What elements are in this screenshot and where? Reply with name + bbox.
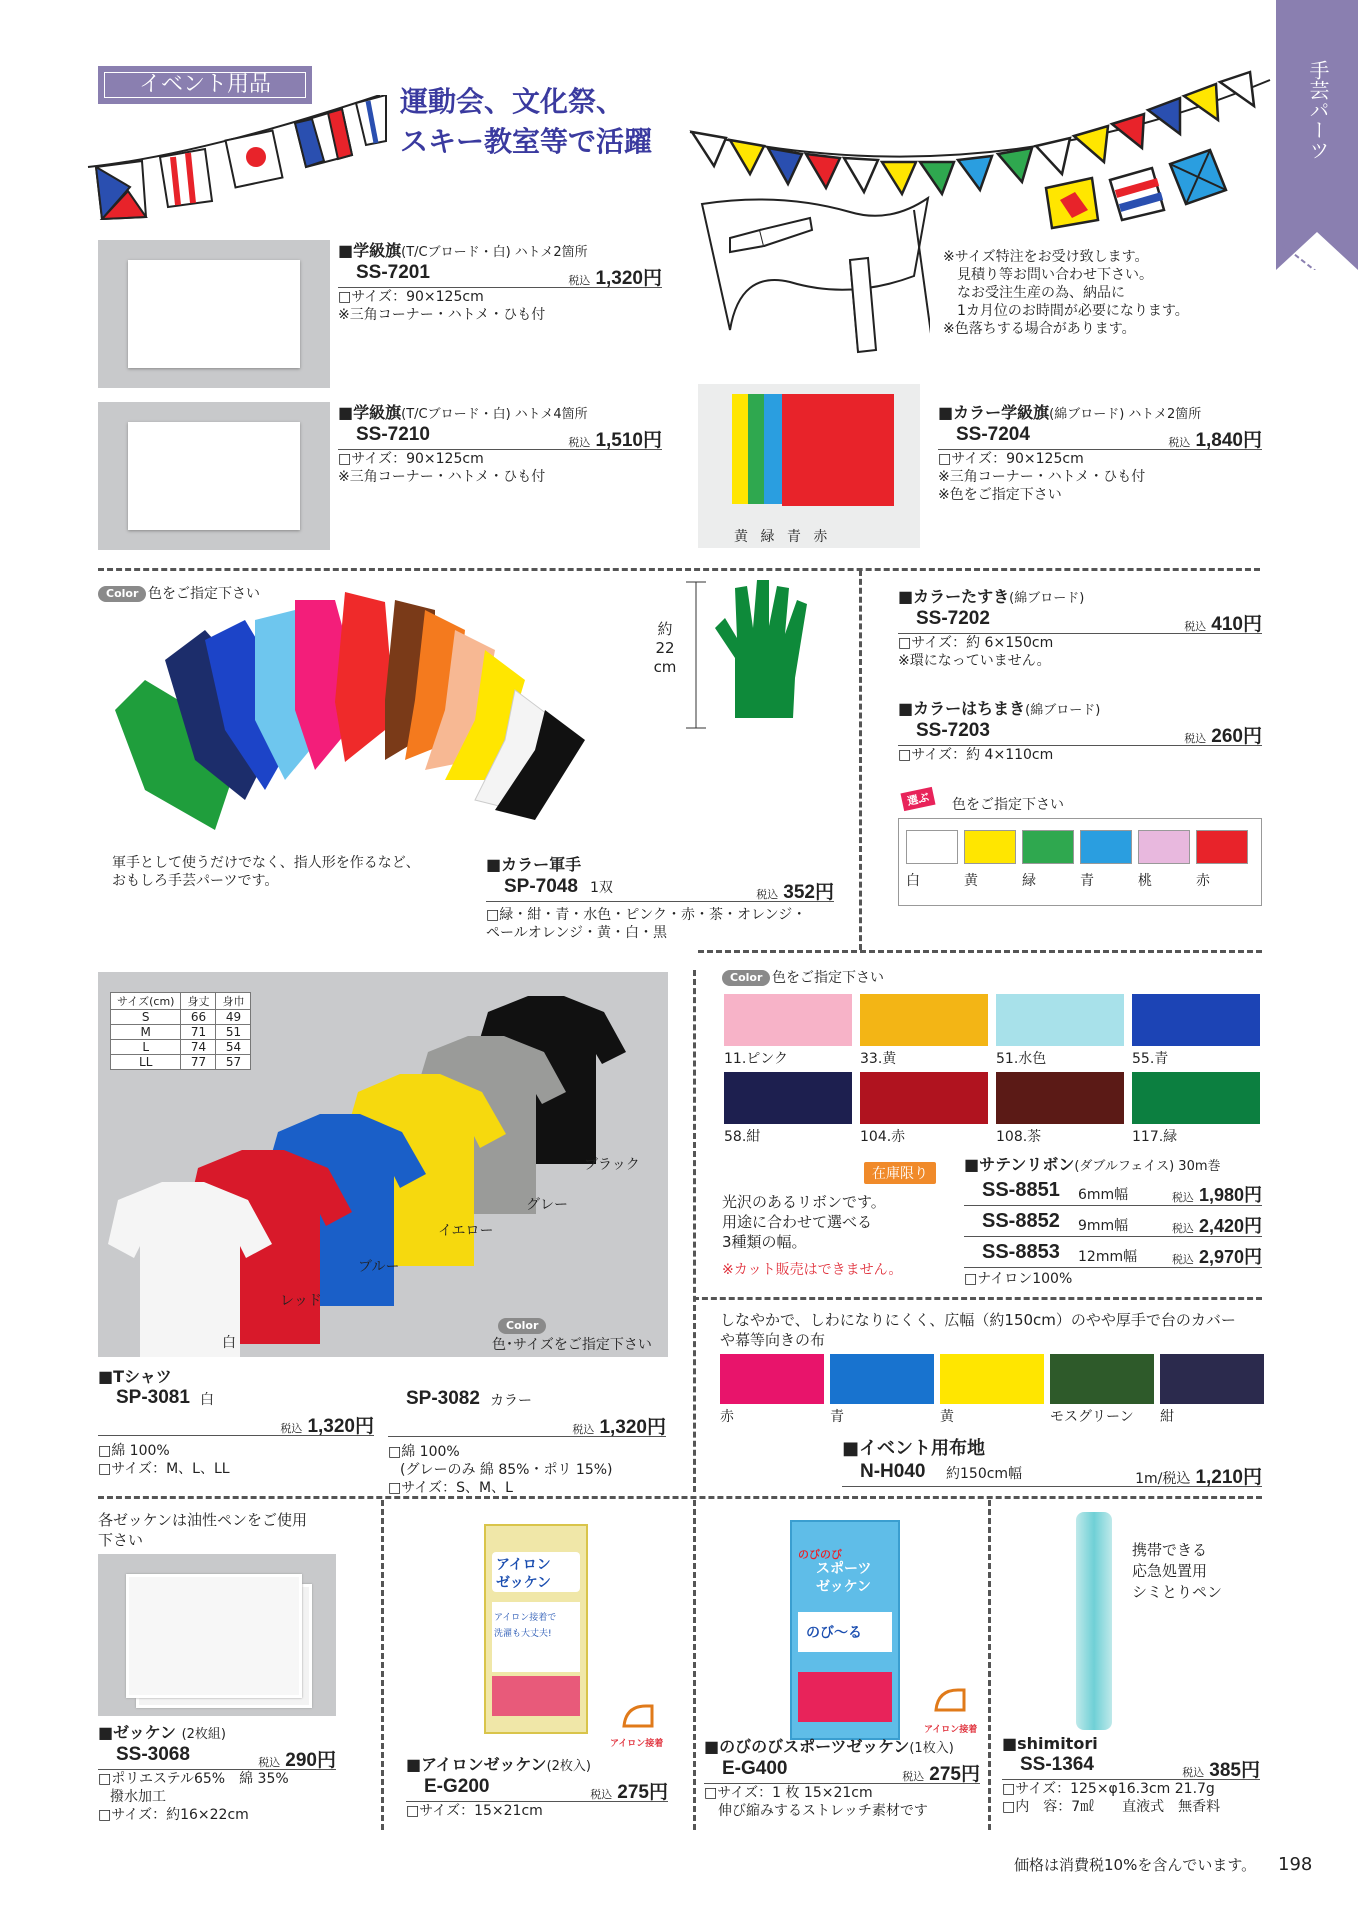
product-unit: 1双 xyxy=(590,880,613,896)
tax-label: 税込 xyxy=(1171,1253,1194,1266)
description-line: 3種類の幅。 xyxy=(722,1233,807,1251)
ribbon-swatch-label: 117.緑 xyxy=(1132,1129,1178,1145)
band-color-label: 赤 xyxy=(1196,873,1210,889)
product-title: ■アイロンゼッケン xyxy=(406,1755,547,1774)
product-size: □サイズ：約 6×150cm xyxy=(898,635,1054,651)
band-color-label: 黄 xyxy=(964,873,978,889)
tax-label: 税込 xyxy=(572,1423,595,1436)
ribbon-swatch xyxy=(724,994,852,1046)
product-price: 1,210円 xyxy=(1195,1467,1262,1488)
color-instruction: 色をご指定下さい xyxy=(772,970,884,986)
ribbon-item-row xyxy=(964,1237,1262,1268)
ribbon-swatch xyxy=(860,1072,988,1124)
product-note: ※環になっていません。 xyxy=(898,653,1051,669)
product-width: 約150cm幅 xyxy=(946,1466,1023,1482)
dimension-text: 22 xyxy=(655,639,675,657)
color-instruction: 色･サイズをご指定下さい xyxy=(492,1337,652,1353)
product-size: □サイズ：90×125cm xyxy=(338,289,484,305)
product-price: 275円 xyxy=(617,1782,668,1803)
flag-note-line: なお受注生産の為、納品に xyxy=(957,285,1125,301)
zekken-intro xyxy=(98,1510,307,1550)
flag-garland-left xyxy=(80,95,390,220)
headline-2: スキー教室等で活躍 xyxy=(400,125,653,158)
zekken-photo xyxy=(98,1554,336,1716)
product-nh040 xyxy=(842,1434,1262,1487)
product-note: ※三角コーナー・ハトメ・ひも付 xyxy=(338,307,546,323)
product-subtitle: (T/Cブロード・白) ハトメ4箇所 xyxy=(401,407,588,422)
size-table-cell: 54 xyxy=(216,1040,251,1055)
fabric-swatch-label: 黄 xyxy=(940,1409,954,1425)
ribbon-swatch-label: 11.ピンク xyxy=(724,1051,788,1067)
tax-label: 税込 xyxy=(1171,1191,1194,1204)
product-code: SS-3068 xyxy=(116,1744,190,1765)
product-ss7201 xyxy=(338,238,662,324)
product-price: 1,320円 xyxy=(595,268,662,289)
dimension-text: cm xyxy=(653,658,677,676)
product-size: □サイズ：15×21cm xyxy=(406,1803,543,1819)
product-material: □ナイロン100% xyxy=(964,1271,1073,1287)
product-size: □サイズ：約 4×110cm xyxy=(898,747,1054,763)
product-width: 6mm幅 xyxy=(1078,1187,1129,1203)
product-code: SP-3081 xyxy=(116,1387,190,1408)
intro-line: 各ゼッケンは油性ペンをご使用 xyxy=(98,1511,307,1529)
intro-line: 下さい xyxy=(98,1531,144,1549)
ribbon-swatch-label: 51.水色 xyxy=(996,1051,1047,1067)
tshirt-photo xyxy=(98,972,668,1357)
tax-label: 税込 xyxy=(1184,620,1207,633)
product-width: 12mm幅 xyxy=(1078,1249,1138,1265)
description-line: 応急処置用 xyxy=(1132,1562,1208,1580)
product-price: 352円 xyxy=(783,882,834,903)
color-flag-labels: 黄 緑 青 赤 xyxy=(734,529,832,545)
product-unit: 1m/税込 xyxy=(1135,1471,1191,1487)
fabric-swatch-label: 青 xyxy=(830,1409,844,1425)
section-divider xyxy=(693,1297,1262,1300)
stock-tag-text: 在庫限り xyxy=(872,1166,928,1182)
band-color-label: 白 xyxy=(906,873,920,889)
product-spec: □サイズ：約16×22cm xyxy=(98,1807,249,1823)
product-spec: □サイズ：S、M、L xyxy=(388,1480,513,1496)
dimension-text: 約 xyxy=(657,620,673,638)
tax-label: 税込 xyxy=(1182,1766,1205,1779)
fabric-swatch-label: 紺 xyxy=(1160,1409,1174,1425)
product-sp3082 xyxy=(388,1388,666,1497)
band-color-swatch xyxy=(1138,830,1190,864)
band-color-swatch xyxy=(1022,830,1074,864)
price-group xyxy=(1172,1181,1262,1207)
tshirt-label-grey: グレー xyxy=(526,1197,568,1213)
stain-pen-photo xyxy=(1076,1512,1112,1730)
color-tag: Color xyxy=(498,1318,546,1334)
side-tab-label: 手芸パーツ xyxy=(1306,60,1330,160)
glove-dimension xyxy=(650,620,680,677)
tax-label: 税込 xyxy=(568,436,591,449)
iron-icon xyxy=(930,1686,970,1716)
product-title: ■ゼッケン xyxy=(98,1723,176,1742)
band-color-swatch xyxy=(964,830,1016,864)
product-variant: 白 xyxy=(200,1392,214,1408)
product-code: E-G200 xyxy=(424,1776,490,1797)
color-tag: Color xyxy=(98,586,146,602)
band-color-swatch xyxy=(906,830,958,864)
fabric-swatch xyxy=(720,1354,824,1404)
size-table-cell: M xyxy=(111,1025,181,1040)
product-code: SS-7210 xyxy=(356,424,430,445)
ribbon-swatch-label: 58.紺 xyxy=(724,1129,761,1145)
product-satin-ribbon xyxy=(964,1152,1262,1288)
product-title: ■イベント用布地 xyxy=(842,1438,986,1459)
tax-label: 税込 xyxy=(1184,732,1207,745)
size-table-cell: 71 xyxy=(181,1025,216,1040)
fabric-description xyxy=(720,1310,1236,1350)
size-table-cell: 66 xyxy=(181,1010,216,1025)
band-color-instruction: 色をご指定下さい xyxy=(952,797,1064,813)
sports-zekken-package xyxy=(790,1520,900,1740)
size-table-cell: 77 xyxy=(181,1055,216,1070)
tshirt-label-black: ブラック xyxy=(584,1157,640,1173)
tshirt-label-yellow: イエロー xyxy=(438,1223,494,1239)
package-text: のびのび xyxy=(798,1548,842,1561)
product-price: 410円 xyxy=(1211,614,1262,635)
package-text: のび〜る xyxy=(806,1625,862,1641)
product-ss7203 xyxy=(898,696,1262,764)
size-table-cell: L xyxy=(111,1040,181,1055)
ribbon-item-row xyxy=(964,1175,1262,1206)
description-line: 軍手として使うだけでなく、指人形を作るなど、 xyxy=(112,855,420,871)
tax-label: 税込 xyxy=(258,1756,281,1769)
product-price: 1,320円 xyxy=(599,1417,666,1438)
product-ss7210 xyxy=(338,400,662,486)
flag-note xyxy=(943,248,1243,338)
product-title: ■学級旗 xyxy=(338,241,402,260)
package-text: ゼッケン xyxy=(496,1575,552,1591)
product-subtitle: (綿ブロード) ハトメ2箇所 xyxy=(1049,407,1202,422)
ribbon-warning: ※カット販売はできません。 xyxy=(722,1262,903,1278)
section-divider xyxy=(693,1500,696,1830)
band-color-label: 緑 xyxy=(1022,873,1036,889)
product-title: ■カラーたすき xyxy=(898,587,1010,606)
product-code: SP-7048 xyxy=(504,876,578,897)
product-title: ■Tシャツ xyxy=(98,1367,172,1386)
description-line: しなやかで、しわになりにくく、広幅（約150cm）のやや厚手で台のカバー xyxy=(720,1311,1236,1329)
ribbon-description xyxy=(722,1192,902,1280)
color-tag: Color xyxy=(722,970,770,986)
product-code: E-G400 xyxy=(722,1758,788,1779)
package-text: ゼッケン xyxy=(816,1579,872,1595)
glove-single-photo xyxy=(705,578,815,728)
product-title: ■shimitori xyxy=(1002,1734,1098,1753)
iron-tag: アイロン接着 xyxy=(610,1739,664,1749)
ribbon-swatch xyxy=(996,1072,1124,1124)
tax-label: 税込 xyxy=(590,1788,613,1801)
description-line: シミとりペン xyxy=(1132,1583,1223,1601)
product-code: SS-7201 xyxy=(356,262,430,283)
tax-label: 税込 xyxy=(902,1770,925,1783)
product-price: 385円 xyxy=(1209,1760,1260,1781)
product-price: 1,320円 xyxy=(307,1416,374,1437)
product-code: SS-7203 xyxy=(916,720,990,741)
product-note: 伸び縮みするストレッチ素材です xyxy=(718,1803,928,1819)
product-subtitle: (ダブルフェイス) 30m巻 xyxy=(1074,1159,1221,1174)
product-code: SS-8853 xyxy=(982,1241,1060,1263)
flag-photo-ss7201 xyxy=(98,240,330,388)
band-color-label: 青 xyxy=(1080,873,1094,889)
product-price: 260円 xyxy=(1211,726,1262,747)
product-title: ■カラー軍手 xyxy=(486,855,582,874)
color-instruction: 色をご指定下さい xyxy=(148,586,260,602)
product-code: SS-7202 xyxy=(916,608,990,629)
ribbon-swatch xyxy=(724,1072,852,1124)
fabric-swatch-label: モスグリーン xyxy=(1050,1409,1134,1425)
fabric-swatch xyxy=(830,1354,934,1404)
fabric-swatch xyxy=(1160,1354,1264,1404)
footer-note: 価格は消費税10%を含んでいます。 xyxy=(1014,1856,1257,1874)
flag-note-line: 1カ月位のお時間が必要になります。 xyxy=(957,303,1189,319)
product-colors: ペールオレンジ・黄・白・黒 xyxy=(486,925,668,941)
flag-note-line: ※色落ちする場合があります。 xyxy=(943,321,1136,337)
section-divider xyxy=(988,1500,991,1830)
product-sp7048 xyxy=(486,852,834,942)
description-line: おもしろ手芸パーツです。 xyxy=(112,873,279,889)
product-title: ■サテンリボン xyxy=(964,1155,1075,1174)
fabric-swatch-label: 赤 xyxy=(720,1409,734,1425)
description-line: 光沢のあるリボンです。 xyxy=(722,1193,886,1211)
tax-label: 税込 xyxy=(1168,436,1191,449)
ribbon-item-row xyxy=(964,1206,1262,1237)
section-divider xyxy=(693,970,696,1492)
price-group xyxy=(1172,1243,1262,1269)
product-subtitle: (2枚組) xyxy=(181,1727,226,1742)
package-text: 洗濯も大丈夫! xyxy=(494,1629,552,1639)
product-code: SS-1364 xyxy=(1020,1754,1094,1775)
product-code: N-H040 xyxy=(860,1461,926,1482)
product-subtitle: (綿ブロード) xyxy=(1009,591,1085,606)
side-tab xyxy=(1276,0,1358,270)
category-badge-label: イベント用品 xyxy=(138,72,271,97)
section-divider xyxy=(698,950,1262,953)
band-color-label: 桃 xyxy=(1138,873,1152,889)
product-price: 290円 xyxy=(285,1750,336,1771)
headline-1: 運動会、文化祭、 xyxy=(400,85,625,118)
product-size: □サイズ：1 枚 15×21cm xyxy=(704,1785,873,1801)
dimension-line xyxy=(676,580,706,730)
tax-label: 税込 xyxy=(568,274,591,287)
product-spec: □サイズ：125×φ16.3cm 21.7g xyxy=(1002,1781,1215,1797)
ribbon-swatch-label: 55.青 xyxy=(1132,1051,1169,1067)
product-spec: □綿 100% xyxy=(98,1443,170,1459)
package-text: スポーツ xyxy=(816,1561,872,1577)
fabric-swatch xyxy=(940,1354,1044,1404)
size-table-cell: 57 xyxy=(216,1055,251,1070)
band-color-swatch xyxy=(1196,830,1248,864)
product-colors: □緑・紺・青・水色・ピンク・赤・茶・オレンジ・ xyxy=(486,907,807,923)
product-price: 275円 xyxy=(929,1764,980,1785)
ribbon-swatch-label: 104.赤 xyxy=(860,1129,906,1145)
product-price: 1,980円 xyxy=(1198,1185,1262,1205)
description-line: 携帯できる xyxy=(1132,1541,1208,1559)
product-code: SP-3082 xyxy=(406,1388,480,1409)
product-ss3068 xyxy=(98,1720,336,1824)
size-table-header: サイズ(cm) xyxy=(111,993,181,1010)
ribbon-swatch xyxy=(860,994,988,1046)
product-ss7202 xyxy=(898,584,1262,670)
product-note: ※三角コーナー・ハトメ・ひも付 xyxy=(338,469,546,485)
section-divider xyxy=(381,1500,384,1830)
color-flag-photo xyxy=(698,384,920,548)
product-size: □サイズ：90×125cm xyxy=(938,451,1084,467)
ribbon-swatch xyxy=(1132,994,1260,1046)
ribbon-swatch xyxy=(1132,1072,1260,1124)
product-subtitle: (綿ブロード) xyxy=(1025,703,1101,718)
tax-label: 税込 xyxy=(1171,1222,1194,1235)
iron-tag: アイロン接着 xyxy=(924,1725,978,1735)
size-table-cell: LL xyxy=(111,1055,181,1070)
product-variant: カラー xyxy=(490,1393,532,1409)
product-spec: (グレーのみ 綿 85%・ポリ 15%) xyxy=(400,1462,613,1478)
band-color-swatch xyxy=(1080,830,1132,864)
product-note: ※三角コーナー・ハトメ・ひも付 xyxy=(938,469,1146,485)
product-title: ■カラーはちまき xyxy=(898,699,1026,718)
tax-label: 税込 xyxy=(280,1422,303,1435)
product-eg400 xyxy=(704,1734,980,1820)
product-spec: □ポリエステル65% 綿 35% xyxy=(98,1771,289,1787)
product-spec: □内 容：7㎖ 直液式 無香料 xyxy=(1002,1799,1221,1815)
ribbon-swatch xyxy=(996,994,1124,1046)
iron-icon xyxy=(618,1702,658,1732)
product-ss1364 xyxy=(1002,1734,1260,1816)
size-table-cell: 49 xyxy=(216,1010,251,1025)
product-price: 2,970円 xyxy=(1198,1247,1262,1267)
gloves-description xyxy=(112,854,420,890)
ribbon-swatch-label: 33.黄 xyxy=(860,1051,897,1067)
product-code: SS-7204 xyxy=(956,424,1030,445)
size-table-header: 身丈 xyxy=(181,993,216,1010)
tshirt-label-white: 白 xyxy=(222,1335,236,1351)
flag-photo-ss7210 xyxy=(98,402,330,550)
gloves-photo xyxy=(95,590,655,840)
size-table-cell: 74 xyxy=(181,1040,216,1055)
price-group xyxy=(1172,1212,1262,1238)
product-title: ■のびのびスポーツゼッケン xyxy=(704,1737,910,1756)
section-divider xyxy=(98,568,1260,571)
tshirts-illustration xyxy=(98,972,668,1357)
tshirt-label-blue: ブルー xyxy=(358,1259,400,1275)
product-code: SS-8851 xyxy=(982,1179,1060,1201)
product-width: 9mm幅 xyxy=(1078,1218,1129,1234)
product-price: 1,840円 xyxy=(1195,430,1262,451)
product-code: SS-8852 xyxy=(982,1210,1060,1232)
product-spec: □綿 100% xyxy=(388,1444,460,1460)
product-title: ■カラー学級旗 xyxy=(938,403,1050,422)
page-number: 198 xyxy=(1278,1854,1313,1875)
product-eg200 xyxy=(406,1752,668,1820)
tax-label: 税込 xyxy=(756,888,779,901)
product-subtitle: (1枚入) xyxy=(909,1741,954,1756)
description-line: や幕等向きの布 xyxy=(720,1331,826,1349)
package-text: アイロン xyxy=(496,1557,551,1573)
band-color-tag xyxy=(900,787,935,811)
stain-pen-description xyxy=(1132,1540,1222,1603)
ribbon-swatch-label: 108.茶 xyxy=(996,1129,1042,1145)
product-subtitle: (2枚入) xyxy=(546,1759,591,1774)
section-divider xyxy=(859,570,862,950)
size-table-header: 身巾 xyxy=(216,993,251,1010)
product-note: ※色をご指定下さい xyxy=(938,487,1062,503)
product-spec: 撥水加工 xyxy=(110,1789,166,1805)
iron-zekken-package xyxy=(484,1524,588,1734)
product-sp3081 xyxy=(98,1364,374,1478)
size-table-cell: 51 xyxy=(216,1025,251,1040)
package-text: アイロン接着で xyxy=(494,1613,557,1623)
product-size: □サイズ：90×125cm xyxy=(338,451,484,467)
product-title: ■学級旗 xyxy=(338,403,402,422)
flag-note-line: 見積り等お問い合わせ下さい。 xyxy=(957,267,1153,283)
product-ss7204 xyxy=(938,400,1262,504)
section-divider xyxy=(98,1496,1262,1499)
size-table-cell: S xyxy=(111,1010,181,1025)
product-spec: □サイズ：M、L、LL xyxy=(98,1461,230,1477)
product-subtitle: (T/Cブロード・白) ハトメ2箇所 xyxy=(401,245,588,260)
stock-tag xyxy=(864,1162,936,1184)
band-color-tag-text: 選ぶ xyxy=(905,790,931,809)
flag-note-line: ※サイズ特注をお受け致します。 xyxy=(943,249,1149,265)
description-line: 用途に合わせて選べる xyxy=(722,1213,873,1231)
tshirt-label-red: レッド xyxy=(280,1293,322,1309)
product-price: 1,510円 xyxy=(595,430,662,451)
fabric-swatch xyxy=(1050,1354,1154,1404)
product-price: 2,420円 xyxy=(1198,1216,1262,1236)
flag-illustration xyxy=(700,190,930,370)
